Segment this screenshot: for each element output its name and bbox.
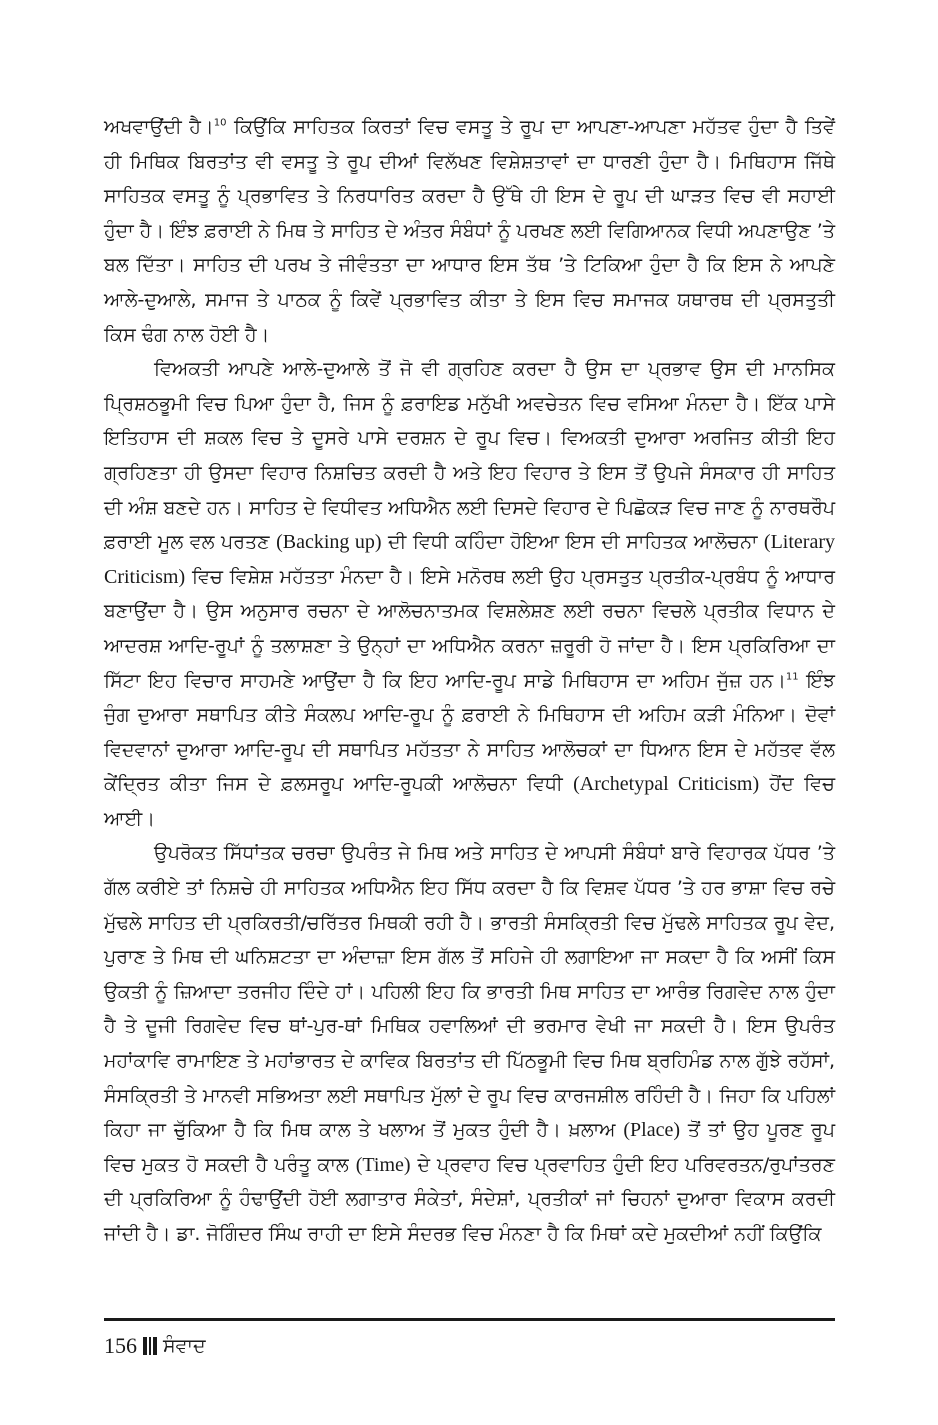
footnote-ref: 10 bbox=[213, 117, 227, 129]
text-run: ਵਿਅਕਤੀ ਆਪਣੇ ਆਲੇ-ਦੁਆਲੇ ਤੋਂ ਜੋ ਵੀ ਗ੍ਰਹਿਣ ਕਰਦਾ ਹੈ ਉਸ ਦਾ ਪ੍ਰਭਾਵ ਉਸ ਦੀ ਮਾਨਸਿਕ ਪ੍ਰਿਸ਼ਠਭੂਮੀ ਵਿਚ ਪਿਆ ਹੁੰਦਾ ਹੈ, ਜਿਸ ਨੂੰ ਫ਼ਰਾਇਡ ਮਨੁੱਖੀ ਅਵਚੇਤਨ ਵਿਚ ਵਸਿਆ ਮੰਨਦਾ ਹੈ। ਇੱਕ ਪਾਸੇ ਇਤਿਹਾਸ ਦੀ ਸ਼ਕਲ ਵਿਚ ਤੇ ਦੂਸਰੇ ਪਾਸੇ ਦਰਸ਼ਨ ਦੇ ਰੂਪ ਵਿਚ। ਵਿਅਕਤੀ ਦੁਆਰਾ ਅਰਜਿਤ ਕੀਤੀ ਇਹ ਗ੍ਰਹਿਣਤਾ ਹੀ ਉਸਦਾ ਵਿਹਾਰ ਨਿਸ਼ਚਿਤ ਕਰਦੀ ਹੈ ਅਤੇ ਇਹ ਵਿਹਾਰ ਤੇ ਇਸ ਤੋਂ ਉਪਜੇ ਸੰਸਕਾਰ ਹੀ ਸਾਹਿਤ ਦੀ ਅੰਸ਼ ਬਣਦੇ ਹਨ। ਸਾਹਿਤ ਦੇ ਵਿਧੀਵਤ ਅਧਿਐਨ ਲਈ ਦਿਸਦੇ ਵਿਹਾਰ ਦੇ ਪਿਛੋਕੜ ਵਿਚ ਜਾਣ ਨੂੰ ਨਾਰਥਰੌਪ ਫ਼ਰਾਈ ਮੂਲ ਵਲ ਪਰਤਣ bbox=[104, 358, 835, 554]
english-term: (Time) bbox=[355, 1153, 411, 1176]
english-term: (Archetypal Criticism) bbox=[573, 773, 760, 796]
paragraph-1 bbox=[104, 110, 835, 352]
triple-bar-icon bbox=[143, 1337, 157, 1355]
text-run: ਤੋਂ ਤਾਂ ਉਹ ਪੂਰਣ ਰੂਪ ਵਿਚ ਮੁਕਤ ਹੋ ਸਕਦੀ ਹੈ ਪਰੰਤੂ ਕਾਲ bbox=[104, 1119, 835, 1176]
paragraph-3 bbox=[104, 836, 835, 1251]
text-run: ਇੰਝ ਜੁੰਗ ਦੁਆਰਾ ਸਥਾਪਿਤ ਕੀਤੇ ਸੰਕਲਪ ਆਦਿ-ਰੂਪ ਨੂੰ ਫ਼ਰਾਈ ਨੇ ਮਿਥਿਹਾਸ ਦੀ ਅਹਿਮ ਕੜੀ ਮੰਨਿਆ। ਦੋਵਾਂ ਵਿਦਵਾਨਾਂ ਦੁਆਰਾ ਆਦਿ-ਰੂਪ ਦੀ ਸਥਾਪਿਤ ਮਹੱਤਤਾ ਨੇ ਸਾਹਿਤ ਆਲੋਚਕਾਂ ਦਾ ਧਿਆਨ ਇਸ ਦੇ ਮਹੱਤਵ ਵੱਲ ਕੇਂਦ੍ਰਿਤ ਕੀਤਾ ਜਿਸ ਦੇ ਫ਼ਲਸਰੂਪ ਆਦਿ-ਰੂਪਕੀ ਆਲੋਚਨਾ ਵਿਧੀ bbox=[104, 669, 835, 796]
page-body bbox=[104, 110, 835, 1252]
page-number: 156 bbox=[104, 1333, 137, 1358]
paragraph-2 bbox=[104, 352, 835, 836]
english-term: (Backing up) bbox=[276, 531, 382, 554]
text-run: ਅਖਵਾਉਂਦੀ ਹੈ। bbox=[104, 116, 214, 138]
english-term: (Literary Criticism) bbox=[104, 531, 835, 588]
text-run: ਦੀ ਵਿਧੀ ਕਹਿੰਦਾ ਹੋਇਆ ਇਸ ਦੀ ਸਾਹਿਤਕ ਆਲੋਚਨਾ bbox=[381, 531, 764, 554]
book-title: ਸੰਵਾਦ bbox=[163, 1335, 206, 1357]
page-footer bbox=[104, 1318, 835, 1361]
text-run: ਕਿਉਂਕਿ ਸਾਹਿਤਕ ਕਿਰਤਾਂ ਵਿਚ ਵਸਤੂ ਤੇ ਰੂਪ ਦਾ ਆਪਣਾ-ਆਪਣਾ ਮਹੱਤਵ ਹੁੰਦਾ ਹੈ ਤਿਵੇਂ ਹੀ ਮਿਥਿਕ ਬਿਰਤਾਂਤ ਵੀ ਵਸਤੂ ਤੇ ਰੂਪ ਦੀਆਂ ਵਿਲੱਖਣ ਵਿਸ਼ੇਸ਼ਤਾਵਾਂ ਦਾ ਧਾਰਣੀ ਹੁੰਦਾ ਹੈ। ਮਿਥਿਹਾਸ ਜਿੱਥੇ ਸਾਹਿਤਕ ਵਸਤੂ ਨੂੰ ਪ੍ਰਭਾਵਿਤ ਤੇ ਨਿਰਧਾਰਿਤ ਕਰਦਾ ਹੈ ਉੱਥੇ ਹੀ ਇਸ ਦੇ ਰੂਪ ਦੀ ਘਾੜਤ ਵਿਚ ਵੀ ਸਹਾਈ ਹੁੰਦਾ ਹੈ। ਇੰਝ ਫ਼ਰਾਈ ਨੇ ਮਿਥ ਤੇ ਸਾਹਿਤ ਦੇ ਅੰਤਰ ਸੰਬੰਧਾਂ ਨੂੰ ਪਰਖਣ ਲਈ ਵਿਗਿਆਨਕ ਵਿਧੀ ਅਪਣਾਉਣ ’ਤੇ ਬਲ ਦਿੱਤਾ। ਸਾਹਿਤ ਦੀ ਪਰਖ ਤੇ ਜੀਵੰਤਤਾ ਦਾ ਆਧਾਰ ਇਸ ਤੱਥ ’ਤੇ ਟਿਕਿਆ ਹੁੰਦਾ ਹੈ ਕਿ ਇਸ ਨੇ ਆਪਣੇ ਆਲੇ-ਦੁਆਲੇ, ਸਮਾਜ ਤੇ ਪਾਠਕ ਨੂੰ ਕਿਵੇਂ ਪ੍ਰਭਾਵਿਤ ਕੀਤਾ ਤੇ ਇਸ ਵਿਚ ਸਮਾਜਕ ਯਥਾਰਥ ਦੀ ਪ੍ਰਸਤੁਤੀ ਕਿਸ ਢੰਗ ਨਾਲ ਹੋਈ ਹੈ। bbox=[104, 116, 835, 346]
footnote-ref: 11 bbox=[785, 671, 799, 683]
text-run: ਵਿਚ ਵਿਸ਼ੇਸ਼ ਮਹੱਤਤਾ ਮੰਨਦਾ ਹੈ। ਇਸੇ ਮਨੋਰਥ ਲਈ ਉਹ ਪ੍ਰਸਤੁਤ ਪ੍ਰਤੀਕ-ਪ੍ਰਬੰਧ ਨੂੰ ਆਧਾਰ ਬਣਾਉਂਦਾ ਹੈ। ਉਸ ਅਨੁਸਾਰ ਰਚਨਾ ਦੇ ਆਲੋਚਨਾਤਮਕ ਵਿਸ਼ਲੇਸ਼ਣ ਲਈ ਰਚਨਾ ਵਿਚਲੇ ਪ੍ਰਤੀਕ ਵਿਧਾਨ ਦੇ ਆਦਰਸ਼ ਆਦਿ-ਰੂਪਾਂ ਨੂੰ ਤਲਾਸ਼ਣਾ ਤੇ ਉਨ੍ਹਾਂ ਦਾ ਅਧਿਐਨ ਕਰਨਾ ਜ਼ਰੂਰੀ ਹੋ ਜਾਂਦਾ ਹੈ। ਇਸ ਪ੍ਰਕਿਰਿਆ ਦਾ ਸਿੱਟਾ ਇਹ ਵਿਚਾਰ ਸਾਹਮਣੇ ਆਉਂਦਾ ਹੈ ਕਿ ਇਹ ਆਦਿ-ਰੂਪ ਸਾਡੇ ਮਿਥਿਹਾਸ ਦਾ ਅਹਿਮ ਜੁੱਜ਼ ਹਨ। bbox=[104, 565, 835, 692]
english-term: (Place) bbox=[623, 1119, 681, 1142]
text-run: ਹੋਂਦ ਵਿਚ ਆਈ। bbox=[104, 773, 835, 830]
text-run: ਉਪਰੋਕਤ ਸਿੱਧਾਂਤਕ ਚਰਚਾ ਉਪਰੰਤ ਜੇ ਮਿਥ ਅਤੇ ਸਾਹਿਤ ਦੇ ਆਪਸੀ ਸੰਬੰਧਾਂ ਬਾਰੇ ਵਿਹਾਰਕ ਪੱਧਰ ’ਤੇ ਗੱਲ ਕਰੀਏ ਤਾਂ ਨਿਸ਼ਚੇ ਹੀ ਸਾਹਿਤਕ ਅਧਿਐਨ ਇਹ ਸਿੱਧ ਕਰਦਾ ਹੈ ਕਿ ਵਿਸ਼ਵ ਪੱਧਰ ’ਤੇ ਹਰ ਭਾਸ਼ਾ ਵਿਚ ਰਚੇ ਮੁੱਢਲੇ ਸਾਹਿਤ ਦੀ ਪ੍ਰਕਿਰਤੀ/ਚਰਿੱਤਰ ਮਿਥਕੀ ਰਹੀ ਹੈ। ਭਾਰਤੀ ਸੰਸਕ੍ਰਿਤੀ ਵਿਚ ਮੁੱਢਲੇ ਸਾਹਿਤਕ ਰੂਪ ਵੇਦ, ਪੁਰਾਣ ਤੇ ਮਿਥ ਦੀ ਘਨਿਸ਼ਟਤਾ ਦਾ ਅੰਦਾਜ਼ਾ ਇਸ ਗੱਲ ਤੋਂ ਸਹਿਜੇ ਹੀ ਲਗਾਇਆ ਜਾ ਸਕਦਾ ਹੈ ਕਿ ਅਸੀਂ ਕਿਸ ਉਕਤੀ ਨੂੰ ਜ਼ਿਆਦਾ ਤਰਜੀਹ ਦਿੰਦੇ ਹਾਂ। ਪਹਿਲੀ ਇਹ ਕਿ ਭਾਰਤੀ ਮਿਥ ਸਾਹਿਤ ਦਾ ਆਰੰਭ ਰਿਗਵੇਦ ਨਾਲ ਹੁੰਦਾ ਹੈ ਤੇ ਦੂਜੀ ਰਿਗਵੇਦ ਵਿਚ ਥਾਂ-ਪੁਰ-ਥਾਂ ਮਿਥਿਕ ਹਵਾਲਿਆਂ ਦੀ ਭਰਮਾਰ ਵੇਖੀ ਜਾ ਸਕਦੀ ਹੈ। ਇਸ ਉਪਰੰਤ ਮਹਾਂਕਾਵਿ ਰਾਮਾਇਣ ਤੇ ਮਹਾਂਭਾਰਤ ਦੇ ਕਾਵਿਕ ਬਿਰਤਾਂਤ ਦੀ ਪਿੱਠਭੂਮੀ ਵਿਚ ਮਿਥ ਬ੍ਰਹਿਮੰਡ ਨਾਲ ਗੁੱਝੇ ਰਹੱਸਾਂ, ਸੰਸਕ੍ਰਿਤੀ ਤੇ ਮਾਨਵੀ ਸਭਿਅਤਾ ਲਈ ਸਥਾਪਿਤ ਮੁੱਲਾਂ ਦੇ ਰੂਪ ਵਿਚ ਕਾਰਜਸ਼ੀਲ ਰਹਿੰਦੀ ਹੈ। ਜਿਹਾ ਕਿ ਪਹਿਲਾਂ ਕਿਹਾ ਜਾ ਚੁੱਕਿਆ ਹੈ ਕਿ ਮਿਥ ਕਾਲ ਤੇ ਖਲਾਅ ਤੋਂ ਮੁਕਤ ਹੁੰਦੀ ਹੈ। ਖ਼ਲਾਅ bbox=[104, 842, 835, 1142]
text-run: ਦੇ ਪ੍ਰਵਾਹ ਵਿਚ ਪ੍ਰਵਾਹਿਤ ਹੁੰਦੀ ਇਹ ਪਰਿਵਰਤਨ/ਰੁਪਾਂਤਰਣ ਦੀ ਪ੍ਰਕਿਰਿਆ ਨੂੰ ਹੰਢਾਉਂਦੀ ਹੋਈ ਲਗਾਤਾਰ ਸੰਕੇਤਾਂ, ਸੰਦੇਸ਼ਾਂ, ਪ੍ਰਤੀਕਾਂ ਜਾਂ ਚਿਹਨਾਂ ਦੁਆਰਾ ਵਿਕਾਸ ਕਰਦੀ ਜਾਂਦੀ ਹੈ। ਡਾ. ਜੋਗਿੰਦਰ ਸਿੰਘ ਰਾਹੀ ਦਾ ਇਸੇ ਸੰਦਰਭ ਵਿਚ ਮੰਨਣਾ ਹੈ ਕਿ ਮਿਥਾਂ ਕਦੇ ਮੁਕਦੀਆਂ ਨਹੀਂ ਕਿਉਂਕਿ bbox=[104, 1153, 836, 1245]
